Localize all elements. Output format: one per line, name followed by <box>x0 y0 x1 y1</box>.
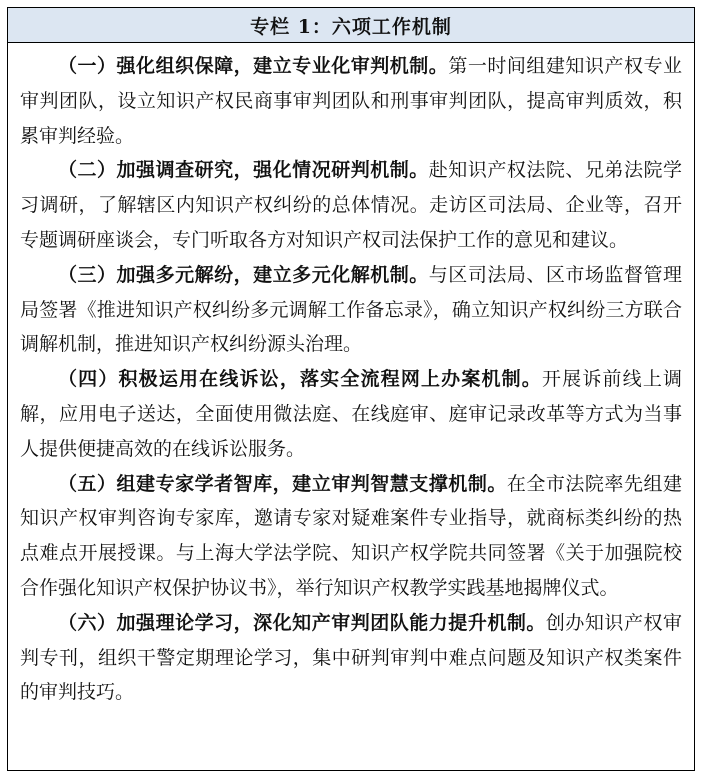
mechanism-item-3 <box>20 258 682 362</box>
column-box <box>7 7 695 771</box>
mechanism-item-6 <box>20 606 682 710</box>
mechanism-text: 赴知识产权法院、兄弟法院学习调研，了解辖区内知识产权纠纷的总体情况。走访区司法局、企业等，召开专题调研座谈会，专门听取各方对知识产权司法保护工作的意见和建议。 <box>20 159 682 251</box>
mechanism-item-5 <box>20 467 682 606</box>
mechanism-heading: （五）组建专家学者智库，建立审判智慧支撑机制。 <box>58 472 507 495</box>
mechanism-heading: （一）强化组织保障，建立专业化审判机制。 <box>58 55 449 77</box>
mechanism-text: 创办知识产权审判专刊，组织干警定期理论学习，集中研判审判中难点问题及知识产权类案件的审判技巧。 <box>20 611 682 704</box>
mechanism-item-1 <box>20 49 682 153</box>
mechanism-text: 与区司法局、区市场监督管理局签署《推进知识产权纠纷多元调解工作备忘录》，确立知识产权纠纷三方联合调解机制，推进知识产权纠纷源头治理。 <box>20 263 682 356</box>
mechanism-heading: （二）加强调查研究，强化情况研判机制。 <box>58 159 429 182</box>
mechanism-heading: （四）积极运用在线诉讼，落实全流程网上办案机制。 <box>58 368 542 391</box>
mechanism-heading: （六）加强理论学习，深化知产审判团队能力提升机制。 <box>58 611 546 634</box>
mechanism-item-2 <box>20 153 682 257</box>
mechanism-text: 开展诉前线上调解，应用电子送达，全面使用微法庭、在线庭审、庭审记录改革等方式为当事人提供便捷高效的在线诉讼服务。 <box>20 368 682 460</box>
column-title: 专栏 1：六项工作机制 <box>8 8 694 43</box>
mechanism-heading: （三）加强多元解纷，建立多元化解机制。 <box>58 263 429 286</box>
column-content <box>8 43 694 710</box>
mechanism-item-4 <box>20 362 682 466</box>
mechanism-text: 第一时间组建知识产权专业审判团队，设立知识产权民商事审判团队和刑事审判团队，提高审判质效，积累审判经验。 <box>20 55 682 147</box>
mechanism-text: 在全市法院率先组建知识产权审判咨询专家库，邀请专家对疑难案件专业指导，就商标类纠纷的热点难点开展授课。与上海大学法学院、知识产权学院共同签署《关于加强院校合作强化知识产权保护协议书》，举行知识产权教学实践基地揭牌仪式。 <box>20 472 682 599</box>
